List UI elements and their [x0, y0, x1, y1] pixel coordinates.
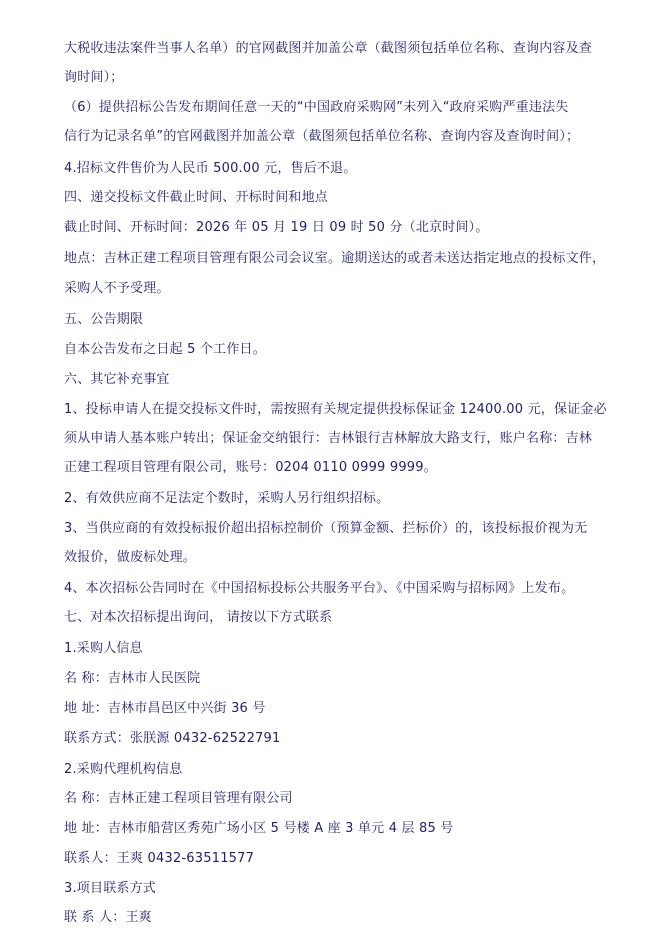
section-heading: 六、其它补充事宜 — [64, 372, 170, 387]
text-line: 大税收违法案件当事人名单）的官网截图并加盖公章（截图须包括单位名称、查询内容及查 — [64, 41, 593, 56]
project-contact: 联 系 人：王爽 — [64, 910, 152, 925]
text-line: 须从申请人基本账户转出；保证金交纳银行：吉林银行吉林解放大路支行，账户名称：吉林 — [64, 431, 593, 446]
text-line: 1、投标申请人在提交投标文件时，需按照有关规定提供投标保证金 12400.00 元，保证金必 — [64, 402, 607, 417]
text-line: 询时间）； — [64, 70, 124, 85]
agency-address: 地 址：吉林市船营区秀苑广场小区 5 号楼 A 座 3 单元 4 层 85 号 — [64, 821, 454, 836]
subsection-heading: 2.采购代理机构信息 — [64, 762, 183, 777]
text-line: 采购人不予受理。 — [64, 281, 170, 296]
section-heading: 四、递交投标文件截止时间、开标时间和地点 — [64, 190, 329, 205]
text-line: 3、当供应商的有效投标报价超出招标控制价（预算金额、拦标价）的，该投标报价视为无 — [64, 521, 588, 536]
text-line: 截止时间、开标时间：2026 年 05 月 19 日 09 时 50 分（北京时间）。 — [64, 220, 489, 235]
text-line: 效报价，做废标处理。 — [64, 550, 197, 565]
agency-name: 名 称：吉林正建工程项目管理有限公司 — [64, 791, 293, 806]
purchaser-name: 名 称：吉林市人民医院 — [64, 671, 201, 686]
subsection-heading: 1.采购人信息 — [64, 641, 143, 656]
text-line: 2、有效供应商不足法定个数时，采购人另行组织招标。 — [64, 491, 390, 506]
text-line: 4、本次招标公告同时在《中国招标投标公共服务平台》、《中国采购与招标网》上发布。 — [64, 581, 575, 596]
agency-contact: 联系人：王爽 0432-63511577 — [64, 851, 255, 866]
text-line: （6）提供招标公告发布期间任意一天的“中国政府采购网”未列入“政府采购严重违法失 — [64, 100, 569, 115]
text-line: 正建工程项目管理有限公司，账号：0204 0110 0999 9999。 — [64, 460, 437, 475]
text-line: 自本公告发布之日起 5 个工作日。 — [64, 342, 266, 357]
text-line: 地点：吉林正建工程项目管理有限公司会议室。逾期送达的或者未送达指定地点的投标文件， — [64, 251, 606, 266]
text-line: 4.招标文件售价为人民币 500.00 元，售后不退。 — [64, 161, 357, 176]
section-heading: 五、公告期限 — [64, 312, 144, 327]
purchaser-address: 地 址：吉林市昌邑区中兴街 36 号 — [64, 701, 266, 716]
section-heading: 七、对本次招标提出询问， 请按以下方式联系 — [64, 610, 333, 625]
subsection-heading: 3.项目联系方式 — [64, 881, 157, 896]
purchaser-contact: 联系方式：张朕源 0432-62522791 — [64, 731, 281, 746]
text-line: 信行为记录名单”的官网截图并加盖公章（截图须包括单位名称、查询内容及查询时间）； — [64, 129, 580, 144]
